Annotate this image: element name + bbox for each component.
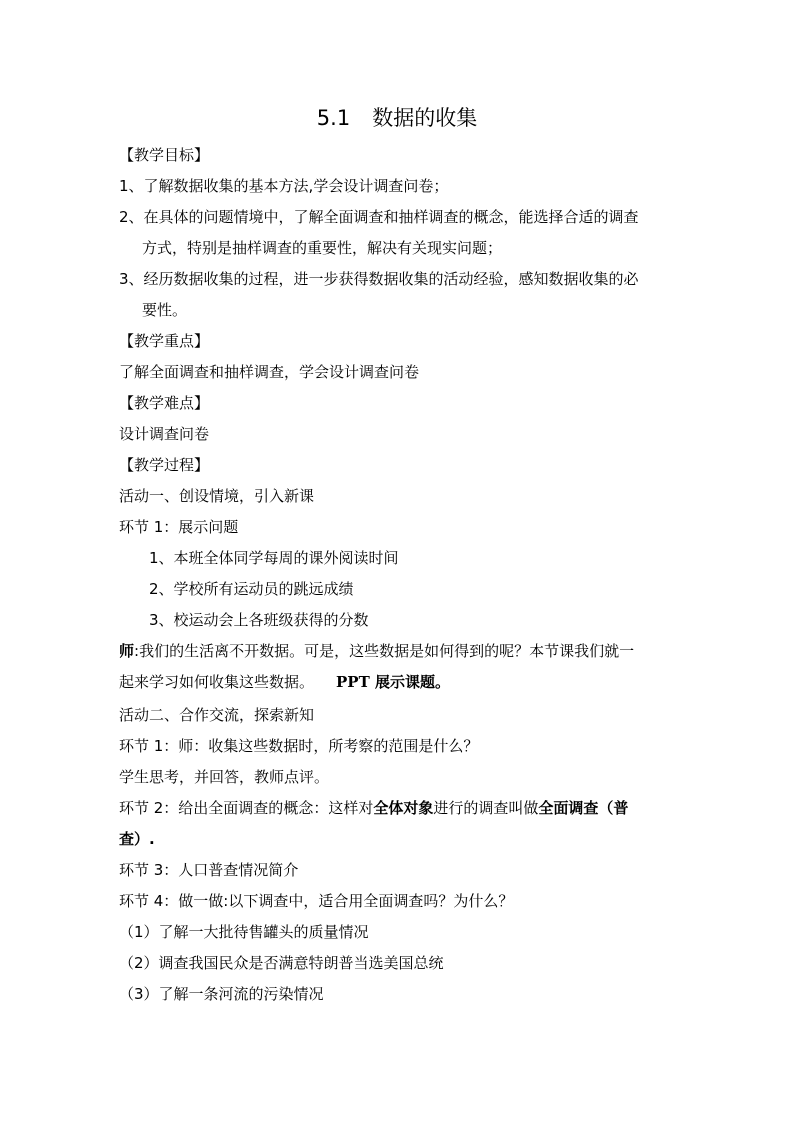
- step-2-3: 环节 3：人口普查情况简介: [119, 861, 299, 879]
- activity-2: 活动二、合作交流，探索新知: [119, 706, 315, 724]
- activity-1: 活动一、创设情境，引入新课: [119, 487, 315, 505]
- teacher-line2: [119, 667, 450, 697]
- difficulties: 设计调查问卷: [119, 425, 210, 443]
- step-2-2-middle: 进行的调查叫做: [433, 799, 539, 817]
- list-item: （1）了解一大批待售罐头的质量情况: [119, 923, 369, 941]
- title-text: 数据的收集: [372, 106, 478, 130]
- question-1: 1、本班全体同学每周的课外阅读时间: [149, 549, 399, 567]
- question-3: 3、校运动会上各班级获得的分数: [149, 611, 369, 629]
- page-title: [0, 102, 794, 134]
- step-2-4: 环节 4：做一做:以下调查中，适合用全面调查吗？为什么？: [119, 892, 514, 910]
- step-1-1: 环节 1：展示问题: [119, 518, 239, 536]
- objective-3-line1: 3、经历数据收集的过程，进一步获得数据收集的活动经验，感知数据收集的必: [119, 270, 639, 288]
- section-number: 5.1: [316, 106, 351, 130]
- key-points: 了解全面调查和抽样调查，学会设计调查问卷: [119, 363, 420, 381]
- step-2-2-line1: [119, 793, 628, 823]
- list-item: （3）了解一条河流的污染情况: [119, 985, 324, 1003]
- teacher-text-2: 起来学习如何收集这些数据。: [119, 673, 315, 691]
- question-2: 2、学校所有运动员的跳远成绩: [149, 580, 354, 598]
- difficulties-heading: 【教学难点】: [119, 394, 210, 412]
- step-2-2-bold2: 全面调查（普: [538, 799, 629, 817]
- key-points-heading: 【教学重点】: [119, 332, 210, 350]
- teacher-label: 师: [119, 642, 135, 660]
- ppt-note: PPT 展示课题。: [336, 673, 450, 691]
- objective-1: 1、了解数据收集的基本方法,学会设计调查问卷；: [119, 177, 449, 195]
- list-item: （2）调查我国民众是否满意特朗普当选美国总统: [119, 954, 444, 972]
- process-heading: 【教学过程】: [119, 456, 210, 474]
- student-response: 学生思考，并回答，教师点评。: [119, 768, 330, 786]
- objective-2-line2: 方式，特别是抽样调查的重要性，解决有关现实问题；: [142, 239, 503, 257]
- objective-3-line2: 要性。: [142, 301, 188, 319]
- step-2-2-line2: 查）.: [119, 830, 155, 848]
- teacher-line1: [119, 636, 634, 666]
- step-2-2-bold1: 全体对象: [373, 799, 434, 817]
- objectives-heading: 【教学目标】: [119, 146, 210, 164]
- teacher-text-1: :我们的生活离不开数据。可是，这些数据是如何得到的呢？本节课我们就一: [134, 642, 635, 660]
- objective-2-line1: 2、在具体的问题情境中，了解全面调查和抽样调查的概念，能选择合适的调查: [119, 208, 639, 226]
- step-2-2-prefix: 环节 2：给出全面调查的概念：这样对: [119, 799, 374, 817]
- step-2-1: 环节 1：师：收集这些数据时，所考察的范围是什么？: [119, 737, 479, 755]
